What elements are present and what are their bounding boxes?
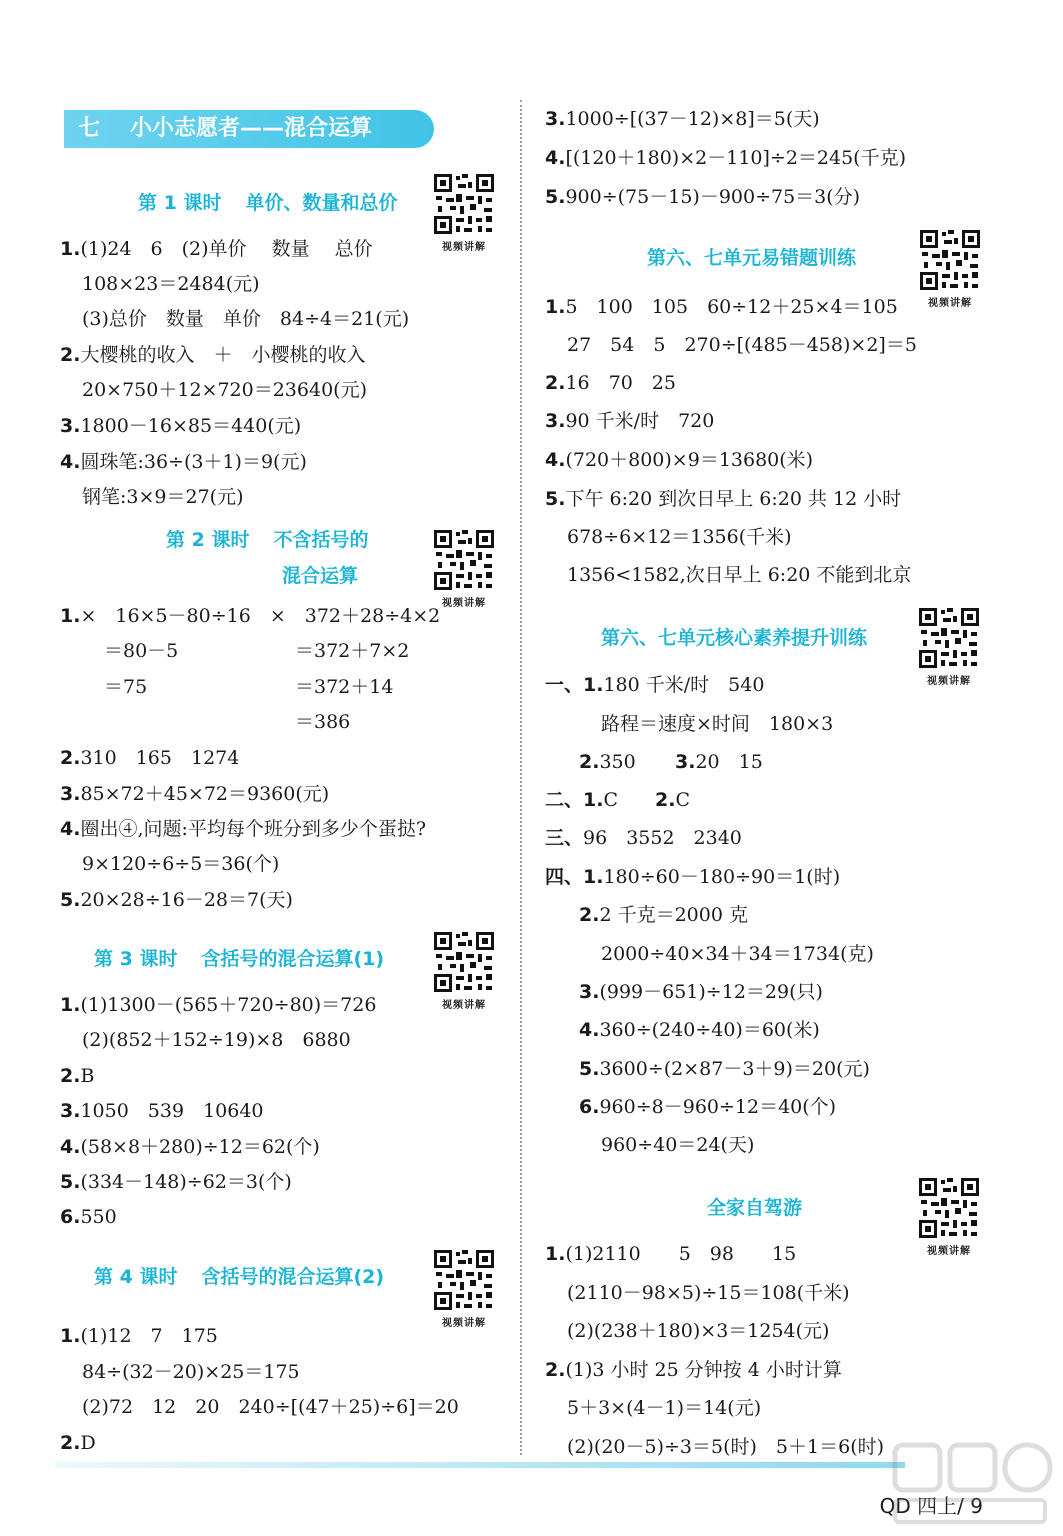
lesson4-heading: 第 4 课时 含括号的混合运算(2) bbox=[94, 1266, 385, 1288]
qr-code-icon[interactable]: 视频讲解 bbox=[432, 1248, 496, 1329]
qr-code-icon[interactable]: 视频讲解 bbox=[917, 606, 981, 687]
answer-line: (3)总价 数量 单价 84÷4＝21(元) bbox=[82, 308, 410, 330]
answer-line: 5.900÷(75－15)－900÷75＝3(分) bbox=[545, 186, 861, 208]
answer-line: 3.(999－651)÷12＝29(只) bbox=[579, 981, 823, 1003]
error-training-heading: 第六、七单元易错题训练 bbox=[647, 247, 857, 269]
answer-line: (2)(238＋180)×3＝1254(元) bbox=[567, 1320, 830, 1342]
answer-line: 2.2 千克＝2000 克 bbox=[579, 904, 748, 926]
answer-line: 9×120÷6÷5＝36(个) bbox=[82, 853, 280, 875]
qr-code-icon[interactable]: 视频讲解 bbox=[432, 172, 496, 253]
answer-line: 20×750＋12×720＝23640(元) bbox=[82, 379, 367, 401]
right-column bbox=[545, 100, 1000, 1470]
answer-line: 2.B bbox=[60, 1065, 95, 1087]
answer-line: 27 54 5 270÷[(485－458)×2]＝5 bbox=[567, 334, 917, 356]
answer-line: 4.圆珠笔:36÷(3＋1)＝9(元) bbox=[60, 451, 307, 473]
answer-line: 2.350 bbox=[579, 751, 636, 773]
answer-line: 三、96 3552 2340 bbox=[545, 827, 742, 849]
answer-line: 1.5 100 105 60÷12＋25×4＝105 bbox=[545, 296, 898, 318]
answer-line: 4.360÷(240÷40)＝60(米) bbox=[579, 1019, 820, 1041]
answer-line: 4.(720＋800)×9＝13680(米) bbox=[545, 449, 814, 471]
lesson2-heading-line2: 混合运算 bbox=[282, 565, 359, 587]
answer-line: 1356<1582,次日早上 6:20 不能到北京 bbox=[567, 564, 912, 586]
answer-line: ＝75 bbox=[104, 676, 148, 698]
answer-line: 2.310 165 1274 bbox=[60, 747, 240, 769]
page-footer: QD 四上/ 9 bbox=[879, 1494, 983, 1518]
qr-code-icon[interactable]: 视频讲解 bbox=[917, 1176, 981, 1257]
core-training-heading: 第六、七单元核心素养提升训练 bbox=[601, 627, 868, 649]
answer-line: (2)(852＋152÷19)×8 6880 bbox=[82, 1029, 351, 1051]
answer-line: ＝372＋7×2 bbox=[295, 640, 410, 662]
answer-line: 钢笔:3×9＝27(元) bbox=[82, 486, 244, 508]
answer-line: 1.(1)24 6 (2)单价 数量 总价 bbox=[60, 238, 373, 260]
qr-code-icon[interactable]: 视频讲解 bbox=[432, 930, 496, 1011]
answer-line: ＝372＋14 bbox=[295, 676, 394, 698]
answer-line: 5.(334－148)÷62＝3(个) bbox=[60, 1171, 292, 1193]
qr-code-icon[interactable]: 视频讲解 bbox=[432, 528, 496, 609]
family-trip-heading: 全家自驾游 bbox=[707, 1197, 803, 1219]
answer-line: 2.(1)3 小时 25 分钟按 4 小时计算 bbox=[545, 1359, 842, 1381]
answer-line: 5.20×28÷16－28＝7(天) bbox=[60, 889, 293, 911]
chapter-number: 七 bbox=[78, 116, 101, 141]
answer-line: 3.1050 539 10640 bbox=[60, 1100, 264, 1122]
bottom-band bbox=[55, 1462, 905, 1468]
answer-line: 3.85×72＋45×72＝9360(元) bbox=[60, 783, 330, 805]
answer-line: 5＋3×(4－1)＝14(元) bbox=[567, 1397, 762, 1419]
answer-line: 四、1.180÷60－180÷90＝1(时) bbox=[545, 866, 841, 888]
answer-line: 2.D bbox=[60, 1432, 96, 1454]
answer-line: 4.[(120＋180)×2－110]÷2＝245(千克) bbox=[545, 147, 907, 169]
answer-line: 3.1800－16×85＝440(元) bbox=[60, 415, 302, 437]
answer-line: 5.下午 6:20 到次日早上 6:20 共 12 小时 bbox=[545, 488, 902, 510]
answer-line: 4.(58×8＋280)÷12＝62(个) bbox=[60, 1136, 320, 1158]
answer-line: 4.圈出④,问题:平均每个班分到多少个蛋挞? bbox=[60, 818, 427, 840]
answer-line: 84÷(32－20)×25＝175 bbox=[82, 1361, 300, 1383]
column-divider bbox=[520, 100, 522, 1455]
answer-line: 6.550 bbox=[60, 1206, 117, 1228]
chapter-title: 小小志愿者——混合运算 bbox=[130, 116, 373, 141]
chapter-banner bbox=[64, 110, 434, 148]
answer-line: 1.(1)12 7 175 bbox=[60, 1325, 218, 1347]
answer-line: 108×23＝2484(元) bbox=[82, 273, 260, 295]
answer-line: 路程＝速度×时间 180×3 bbox=[601, 713, 834, 735]
answer-line: 1.× 16×5－80÷16 × 372＋28÷4×2 bbox=[60, 605, 441, 627]
answer-line: (2)72 12 20 240÷[(47＋25)÷6]＝20 bbox=[82, 1396, 459, 1418]
answer-line: ＝386 bbox=[295, 711, 351, 733]
lesson3-heading: 第 3 课时 含括号的混合运算(1) bbox=[94, 948, 385, 970]
answer-line: 960÷40＝24(天) bbox=[601, 1134, 755, 1156]
answer-line: 1.(1)1300－(565＋720÷80)＝726 bbox=[60, 994, 377, 1016]
answer-line: 6.960÷8－960÷12＝40(个) bbox=[579, 1096, 837, 1118]
answer-line: (2110－98×5)÷15＝108(千米) bbox=[567, 1282, 850, 1304]
answer-line: 2.大樱桃的收入 ＋ 小樱桃的收入 bbox=[60, 344, 366, 366]
answer-line: 2000÷40×34＋34＝1734(克) bbox=[601, 943, 874, 965]
answer-line: (2)(20－5)÷3＝5(时) 5＋1＝6(时) bbox=[567, 1436, 885, 1458]
qr-code-icon[interactable]: 视频讲解 bbox=[918, 228, 982, 309]
lesson1-heading: 第 1 课时 单价、数量和总价 bbox=[138, 192, 398, 214]
answer-line: 一、1.180 千米/时 540 bbox=[545, 674, 765, 696]
answer-line: 3.1000÷[(37－12)×8]＝5(天) bbox=[545, 108, 820, 130]
answer-line: ＝80－5 bbox=[104, 640, 179, 662]
answer-line: 1.(1)2110 5 98 15 bbox=[545, 1243, 797, 1265]
answer-line: 2.16 70 25 bbox=[545, 372, 676, 394]
answer-line: 3.20 15 bbox=[675, 751, 763, 773]
answer-line: 5.3600÷(2×87－3＋9)＝20(元) bbox=[579, 1058, 870, 1080]
left-column bbox=[60, 100, 515, 1470]
answer-line: 二、1.C bbox=[545, 789, 619, 811]
answer-line: 678÷6×12＝1356(千米) bbox=[567, 526, 792, 548]
answer-line: 3.90 千米/时 720 bbox=[545, 410, 715, 432]
watermark-logo-icon bbox=[885, 1435, 1055, 1530]
lesson2-heading: 第 2 课时 不含括号的 bbox=[166, 529, 369, 551]
answer-line: 2.C bbox=[655, 789, 690, 811]
